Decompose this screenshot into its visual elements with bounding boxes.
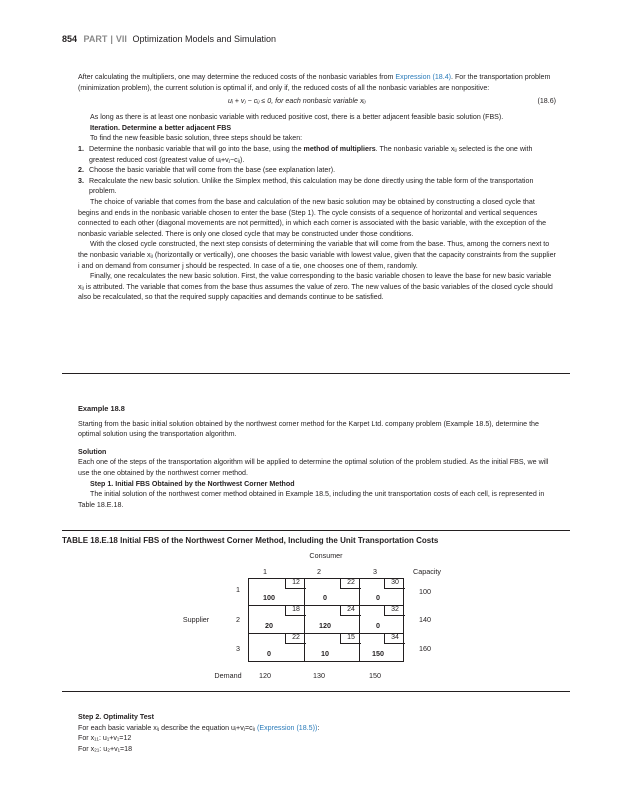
unit-cost: 22: [340, 578, 361, 589]
solution-paragraph: Each one of the steps of the transportation algorithm will be applied to determine the optimal solution of the problem studied. As the initial FBS, we will use the one obtained by the northwest corner method.: [78, 458, 549, 477]
equation-expression: uᵢ + vⱼ − cᵢⱼ ≤ 0, for each nonbasic variable xᵢⱼ: [228, 97, 366, 106]
unit-cost: 18: [285, 605, 306, 616]
expression-link[interactable]: (Expression (18.5)): [257, 723, 318, 732]
step2-intro: For each basic variable xᵢⱼ describe the equation uᵢ+vⱼ=cᵢⱼ (Expression (18.5)):: [78, 723, 320, 732]
step-item: 1. Determine the nonbasic variable that will go into the base, using the method of multipliers. The nonbasic variable xᵢⱼ selected is the one with greatest reduced cost (greatest value of uᵢ+vⱼ−cᵢⱼ).: [78, 144, 533, 164]
supplier-label: Supplier: [182, 615, 210, 624]
unit-cost: 22: [285, 633, 306, 644]
paragraph-reduced-costs: After calculating the multipliers, one may determine the reduced costs of the nonbasic variables from Expression (18.4). For the transportation problem (minimization problem), the current solution is optimal if, and only if, the reduced costs of all the nonbasic variables are nonpositive:: [78, 73, 551, 92]
page-number: 854: [62, 34, 78, 44]
capacity-value: 100: [419, 587, 431, 596]
example-title: Example 18.8: [78, 404, 125, 413]
allocation-value: 0: [323, 593, 327, 602]
example-statement: Starting from the basic initial solution obtained by the northwest corner method for the Karpet Ltd. company problem (Example 18.5), determine the optimal solution using the transportation algorithm.: [78, 419, 539, 439]
allocation-value: 120: [319, 621, 331, 630]
capacity-value: 140: [419, 615, 431, 624]
running-title: Optimization Models and Simulation: [132, 34, 277, 44]
allocation-value: 10: [321, 649, 329, 658]
expression-link[interactable]: Expression (18.4): [395, 73, 452, 81]
allocation-value: 0: [267, 649, 271, 658]
demand-label: Demand: [214, 671, 242, 680]
iteration-heading: Iteration. Determine a better adjacent FBS: [90, 123, 232, 132]
equation-line: For x₂₁: u₂+v₁=18: [78, 744, 133, 753]
demand-value: 130: [313, 671, 325, 680]
unit-cost: 30: [384, 578, 405, 589]
table-bottom-rule: [62, 691, 570, 692]
step1-heading: Step 1. Initial FBS Obtained by the Northwest Corner Method: [90, 479, 295, 488]
unit-cost: 34: [384, 633, 405, 644]
paragraph-recalculate: Finally, one recalculates the new basic solution. First, the value corresponding to the basic variable chosen to leave the base for new basic variable xᵢⱼ is attributed. The variable that comes from the base thus assumes the value of zero. The new values of the basic variables of the closed cycle should also be recalculated, so that the required supply capacities and demands continue to be satisfied.: [78, 272, 553, 302]
step1-text: The initial solution of the northwest corner method obtained in Example 18.5, including the unit transportation costs of each cell, is represented in Table 18.E.18.: [78, 490, 545, 509]
row-header: 2: [236, 615, 240, 624]
allocation-value: 100: [263, 593, 275, 602]
consumer-label: Consumer: [309, 551, 343, 560]
capacity-label: Capacity: [413, 567, 441, 576]
unit-cost: 15: [340, 633, 361, 644]
paragraph-better-fbs: As long as there is at least one nonbasic variable with reduced positive cost, there is a better adjacent feasible basic solution (FBS).: [90, 113, 504, 122]
iteration-intro: To find the new feasible basic solution, three steps should be taken:: [90, 134, 303, 143]
equation-line: For x₁₁: u₁+v₁=12: [78, 734, 132, 743]
allocation-value: 0: [376, 621, 380, 630]
step2-body: [78, 712, 556, 754]
demand-value: 150: [369, 671, 381, 680]
unit-cost: 32: [384, 605, 405, 616]
allocation-value: 150: [372, 649, 384, 658]
demand-value: 120: [259, 671, 271, 680]
step-item: 3. Recalculate the new basic solution. Unlike the Simplex method, this calculation may be done directly using the table form of the transportation problem.: [78, 176, 534, 196]
step2-heading: Step 2. Optimality Test: [78, 713, 154, 721]
solution-heading: Solution: [78, 447, 107, 456]
row-header: 3: [236, 644, 240, 653]
paragraph-leaving-variable: With the closed cycle constructed, the next step consists of determining the variable that will come from the base. Thus, among the corners next to the nonbasic variable xᵢⱼ (horizontally or vertically), one chooses the basic variable with lowest value, given that the capacity constraints from the supplier i and on demand from consumer j should be respected. In case of a tie, one chooses one of them, randomly.: [78, 240, 556, 270]
part-label: PART | VII: [83, 34, 127, 44]
paragraph-closed-cycle: The choice of variable that comes from the base and calculation of the new basic solution may be obtained by constructing a closed cycle that begins and ends in the nonbasic variable chosen to enter the base (Step 1). The cycle consists of a sequence of horizontal and vertical sequences connected to each other (diagonal movements are not permitted), in which each corner is associated with the basic variable, with the exception of the nonbasic variable selected. There is only one closed cycle that may be constructed under those conditions.: [78, 197, 547, 238]
column-header: 3: [373, 567, 377, 576]
unit-cost: 24: [340, 605, 361, 616]
unit-cost: 12: [285, 578, 306, 589]
step-item: 2. Choose the basic variable that will come from the base (see explanation later).: [78, 166, 336, 175]
capacity-value: 160: [419, 644, 431, 653]
column-header: 2: [317, 567, 321, 576]
column-header: 1: [263, 567, 267, 576]
allocation-value: 20: [265, 621, 273, 630]
row-header: 1: [236, 585, 240, 594]
equation-number: (18.6): [537, 97, 556, 106]
table-title: TABLE 18.E.18 Initial FBS of the Northwest Corner Method, Including the Unit Transportation Costs: [62, 536, 439, 545]
allocation-value: 0: [376, 593, 380, 602]
